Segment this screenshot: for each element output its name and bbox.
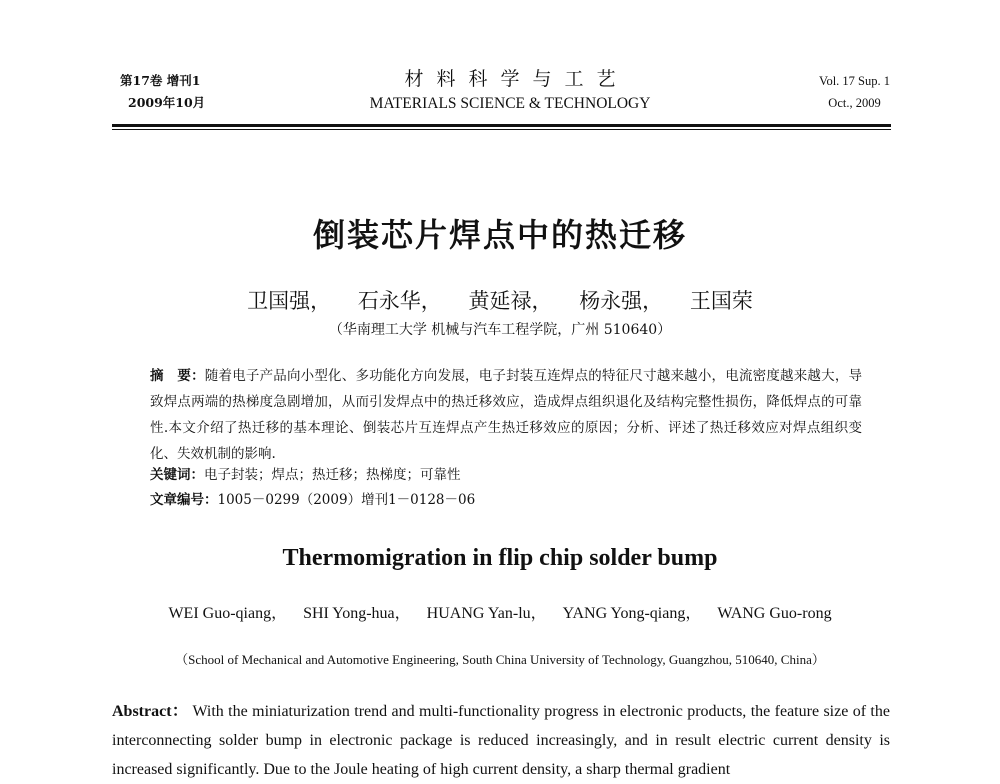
article-number [150, 487, 475, 513]
author-cn: 卫国强， [247, 289, 332, 313]
abstract-en-label: Abstract： [112, 703, 189, 720]
author-en: HUANG Yan-lu， [426, 605, 547, 622]
author-cn: 王国荣 [689, 289, 753, 313]
keywords-cn [150, 462, 461, 488]
header-date-en: Oct., 2009 [828, 96, 881, 110]
author-cn: 石永华， [357, 289, 442, 313]
abstract-cn [150, 363, 862, 467]
affiliation-cn: （华南理工大学 机械与汽车工程学院，广州 510640） [328, 322, 672, 338]
header-rule-thin [112, 129, 891, 130]
paper-title-cn: 倒装芯片焊点中的热迁移 [312, 216, 687, 254]
authors-en [0, 600, 1000, 623]
journal-name-cn: 材料科学与工艺 [404, 68, 629, 90]
article-number-label: 文章编号： [150, 492, 218, 508]
header-volume-en: Vol. 17 Sup. 1 [819, 74, 890, 88]
abstract-cn-text: 随着电子产品向小型化、多功能化方向发展，电子封装互连焊点的特征尺寸越来越小，电流密度越来越大，导致焊点两端的热梯度急剧增加，从而引发焊点中的热迁移效应，造成焊点组织退化及结构完整性损伤，降低焊点的可靠性.本文介绍了热迁移的基本理论、倒装芯片互连焊点产生热迁移效应的原因；分析、评述了热迁移效应对焊点组织变化、失效机制的影响. [150, 368, 863, 462]
author-en: WEI Guo-qiang， [168, 605, 288, 622]
author-en: SHI Yong-hua， [303, 605, 411, 622]
header-volume: 第17卷 增刊1 [120, 73, 201, 88]
journal-masthead [340, 66, 680, 115]
header-volume-info-en [819, 70, 890, 114]
abstract-en-text: With the miniaturization trend and multi-functionality progress in electronic products, the feature size of the interconnecting solder bump in electronic package is reduced increasingly, and in result electric current density is increased significantly. Due to the Joule heating of high current density, a sharp thermal gradient [112, 703, 890, 778]
affiliation-en: （School of Mechanical and Automotive Engineering, South China University of Technology, Guangzhou, 510640, China） [175, 652, 825, 667]
author-cn: 黄延禄， [468, 289, 553, 313]
header-rule-thick [112, 124, 891, 127]
author-en: YANG Yong-qiang， [562, 605, 702, 622]
abstract-en [112, 697, 890, 784]
keywords-label: 关键词： [150, 467, 204, 483]
author-en: WANG Guo-rong [717, 605, 832, 622]
header-date-cn: 2009年10月 [128, 95, 206, 110]
article-number-text: 1005－0299（2009）增刊1－0128－06 [217, 492, 476, 508]
journal-name-en: MATERIALS SCIENCE & TECHNOLOGY [369, 95, 651, 112]
keywords-text: 电子封装；焊点；热迁移；热梯度；可靠性 [204, 467, 461, 483]
author-cn: 杨永强， [579, 289, 664, 313]
paper-title-en: Thermomigration in flip chip solder bump [282, 545, 718, 571]
header-volume-info [120, 70, 205, 114]
authors-cn [0, 285, 1000, 315]
abstract-cn-label: 摘 要： [150, 368, 205, 384]
